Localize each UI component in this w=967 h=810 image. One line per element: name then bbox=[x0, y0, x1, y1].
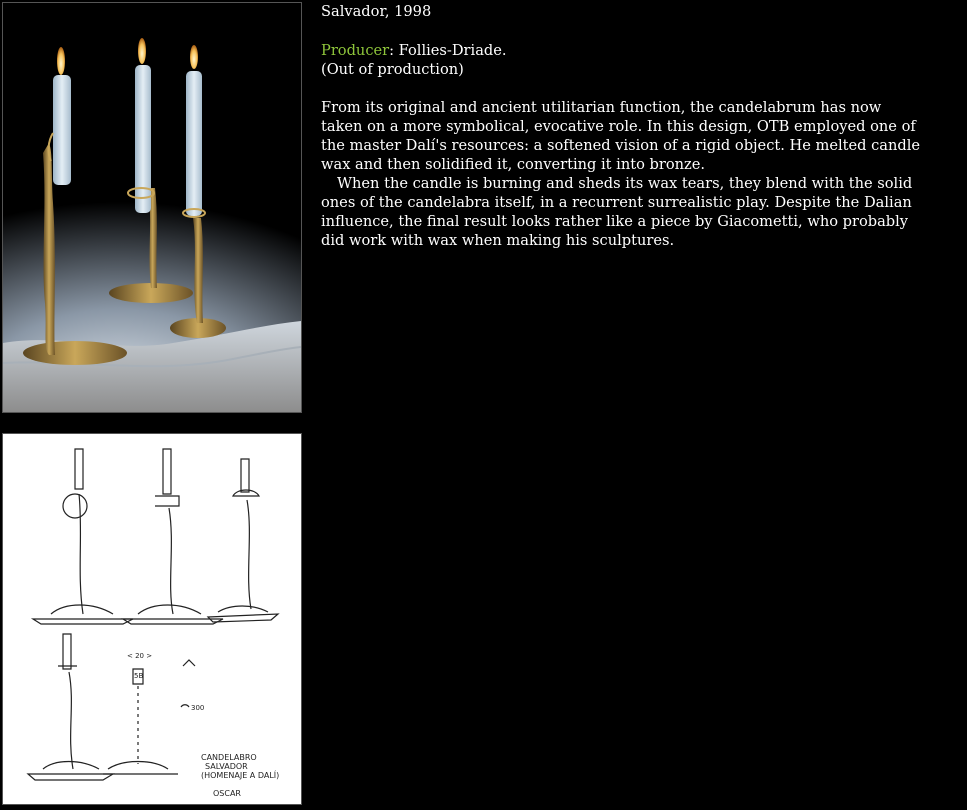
product-year: 1998 bbox=[394, 3, 432, 20]
product-photo bbox=[2, 2, 302, 413]
candelabra-photo-image bbox=[3, 3, 301, 412]
producer-value: Follies-Driade. bbox=[398, 42, 507, 59]
sketch-caption-line2: SALVADOR bbox=[205, 762, 248, 771]
producer-line bbox=[321, 41, 921, 60]
sketch-caption-line3: (HOMENAJE A DALÍ) bbox=[201, 771, 280, 780]
design-sketch bbox=[2, 433, 302, 805]
product-name: Salvador bbox=[321, 3, 385, 20]
producer-block bbox=[321, 41, 921, 79]
production-status: (Out of production) bbox=[321, 61, 464, 78]
product-info bbox=[321, 2, 921, 250]
sketch-caption-line1: CANDELABRO bbox=[201, 753, 257, 762]
sketch-dim-height: 300 bbox=[191, 704, 205, 712]
title-separator: , bbox=[384, 3, 395, 20]
sketch-dim-top: < 20 > bbox=[127, 652, 153, 660]
description bbox=[321, 98, 921, 250]
sketch-signature: OSCAR bbox=[213, 789, 241, 798]
sketch-dim-small: 5B bbox=[134, 672, 144, 680]
description-paragraph-1: From its original and ancient utilitarian function, the candelabrum has now taken on a more symbolical, evocative role. In this design, OTB employed one of the master Dalí's resources: a softened vision of a rigid object. He melted candle wax and then solidified it, converting it into bronze. bbox=[321, 99, 921, 173]
description-paragraph-2: When the candle is burning and sheds its wax tears, they blend with the solid ones of the candelabra itself, in a recurrent surrealistic play. Despite the Dalian influence, the final result looks rather like a piece by Giacometti, who probably did work with wax when making his sculptures. bbox=[321, 175, 913, 249]
product-title bbox=[321, 2, 921, 21]
producer-colon: : bbox=[389, 42, 399, 59]
producer-label: Producer bbox=[321, 42, 390, 59]
sketch-drawing bbox=[3, 434, 301, 804]
